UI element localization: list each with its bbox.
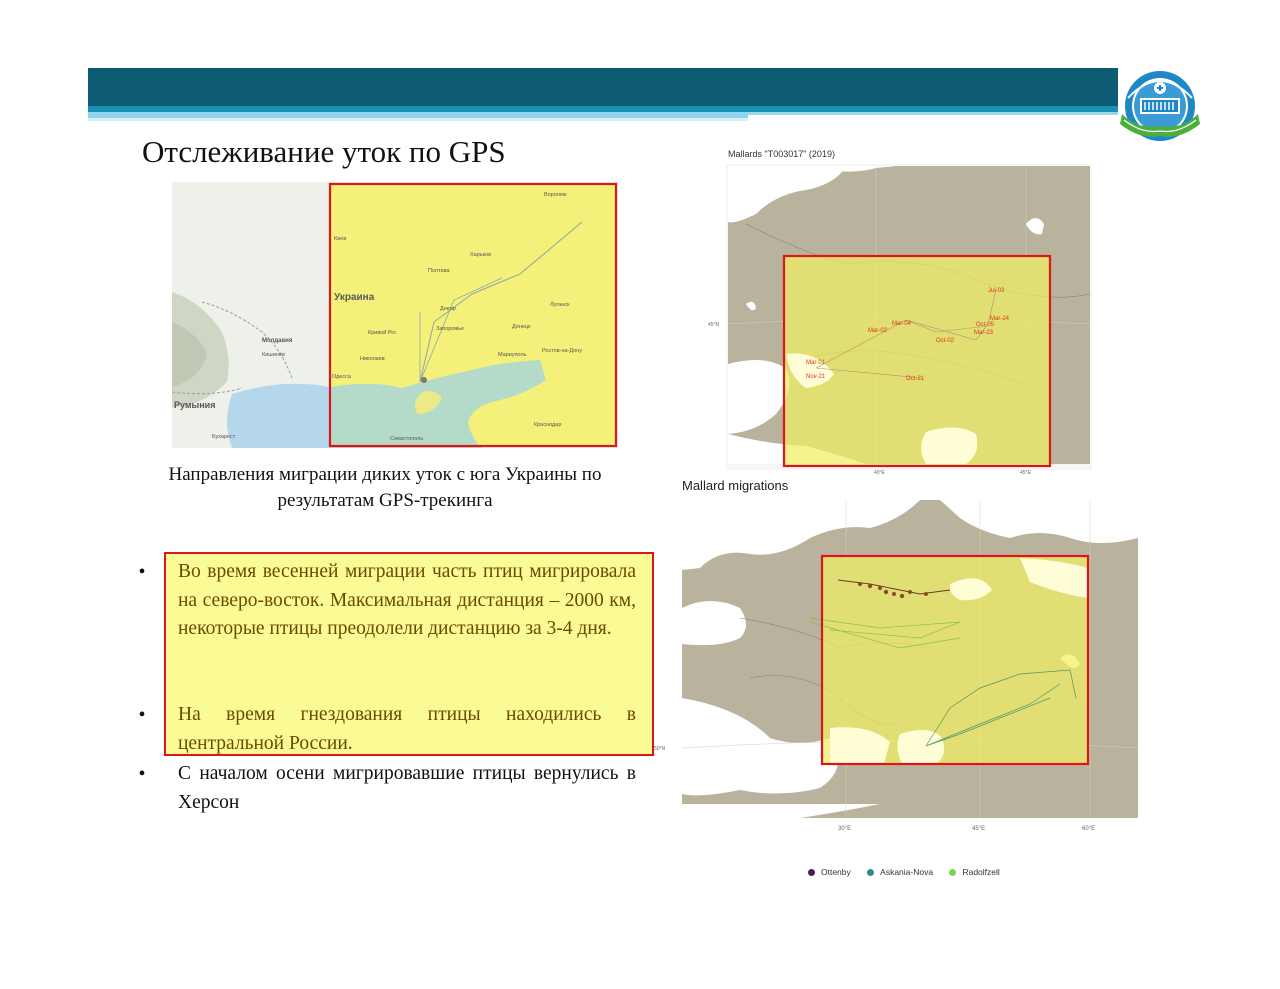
track-label: Mar-02 (868, 328, 888, 334)
track-label: Mar-01 (806, 360, 826, 366)
track-label: Oct-21 (906, 376, 925, 382)
legend-item (949, 866, 999, 877)
map-label: Запорожье (436, 326, 465, 332)
legend-label: Radolfzell (962, 867, 1000, 878)
map-label: Харьков (470, 252, 492, 258)
axis-label: 60°E (1082, 826, 1096, 832)
map-label: Ростов-на-Дону (542, 348, 583, 354)
axis-label: 40°E (874, 470, 885, 476)
map-legend (808, 866, 1014, 882)
map-label: Полтава (428, 268, 450, 274)
legend-label: Askania-Nova (880, 867, 934, 878)
map-label: Мариуполь (498, 352, 527, 358)
axis-label: 45°E (972, 826, 986, 832)
bullet-marker: • (138, 704, 146, 726)
map-label: Бухарест (212, 434, 236, 440)
axis-label: 45°N (708, 322, 720, 328)
header-stripe (88, 118, 748, 121)
map-caption: Направления миграции диких уток с юга Украины по результатам GPS-трекинга (168, 464, 602, 511)
track-label: Jul-03 (988, 288, 1005, 294)
map-label: Севастополь (390, 436, 424, 442)
track-label: Oct-02 (936, 338, 955, 344)
map-label: Донецк (512, 324, 531, 330)
legend-swatch (867, 869, 874, 876)
axis-label: 30°E (838, 826, 852, 832)
legend-item (808, 866, 851, 877)
bullet-item (132, 558, 637, 703)
mallard-migrations-map (654, 498, 1140, 838)
legend-swatch (808, 869, 815, 876)
map-label: Молдавия (262, 338, 293, 344)
map-label: Воронеж (544, 192, 567, 198)
map-label: Луганск (550, 302, 570, 308)
bullet-item (132, 701, 637, 759)
track-label: Mar-24 (990, 316, 1010, 322)
bullet-text: На время гнездования птицы находились в центральной России. (178, 704, 636, 754)
header-band (88, 68, 1118, 106)
track-label: Oct-05 (976, 322, 995, 328)
header-stripe (748, 112, 1118, 115)
map-label: Румыния (174, 400, 216, 410)
legend-label: Ottenby (821, 867, 851, 878)
map2-title: Mallards "T003017" (2019) (728, 149, 835, 159)
track-label: Mar-04 (892, 321, 912, 327)
map-label: Украина (334, 292, 375, 303)
track-label: Nov-21 (806, 374, 826, 380)
axis-label: 50°N (654, 746, 666, 752)
map-label: Краснодар (534, 422, 562, 428)
legend-swatch (949, 869, 956, 876)
map-label: Киев (334, 236, 347, 242)
bullet-text: Во время весенней миграции часть птиц мигрировала на северо-восток. Максимальная дистанция – 2000 км, некоторые птицы преодолели дистанцию за 3-4 дня. (178, 561, 636, 639)
bullet-item (132, 760, 637, 818)
map-label: Николаев (360, 356, 385, 362)
mallard-track-map (708, 164, 1092, 476)
axis-label: 45°E (1020, 470, 1031, 476)
map3-title: Mallard migrations (682, 478, 789, 493)
map-label: Днепр (440, 306, 456, 312)
map-label: Одесса (332, 374, 351, 380)
bullet-text: С началом осени мигрировавшие птицы вернулись в Херсон (178, 763, 636, 813)
slide-title: Отслеживание уток по GPS (142, 134, 506, 169)
legend-item (867, 866, 933, 877)
university-emblem-icon (1118, 68, 1202, 146)
map-label: Кривой Рог (368, 330, 397, 336)
track-label: Mar-23 (974, 330, 994, 336)
bullet-marker: • (138, 561, 146, 583)
bullet-marker: • (138, 763, 146, 785)
map-label: Кишинёв (262, 352, 285, 358)
ukraine-migration-map (172, 182, 618, 448)
